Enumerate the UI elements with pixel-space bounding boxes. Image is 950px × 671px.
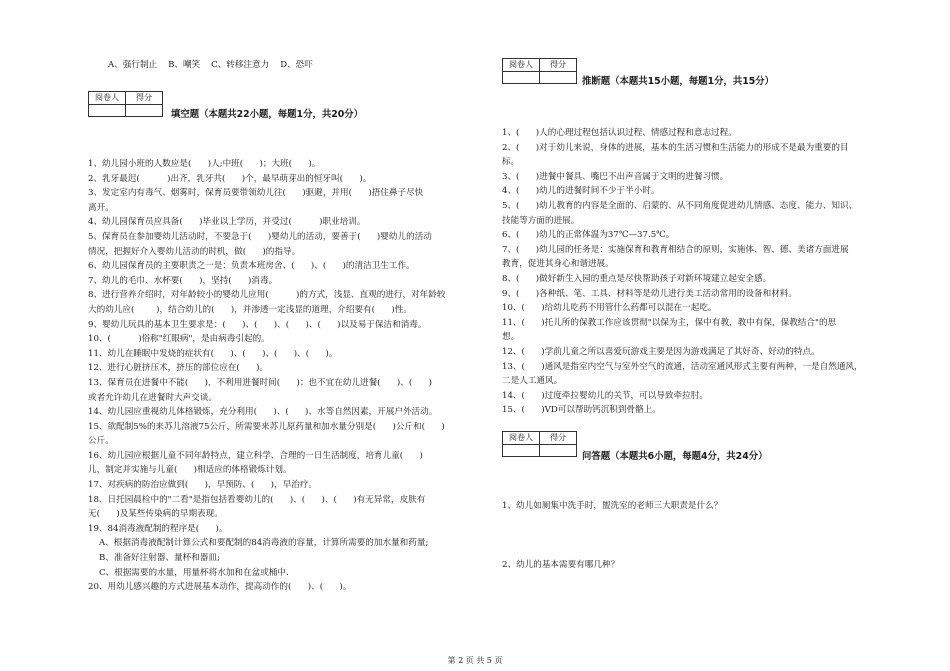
score-box-judge (502, 58, 577, 84)
score-cell (540, 444, 577, 456)
question-options: A、强行制止 B、嘲笑 C、转移注意力 D、恐吓 (108, 60, 313, 70)
question-line: 20、用幼儿感兴趣的方式进展基本动作，提高动作的( )、( )。 (88, 582, 352, 593)
question-line: 想。 (502, 332, 520, 343)
score-cell (126, 104, 163, 116)
question-line: 或者允许幼儿在进餐时大声交谈。 (88, 392, 217, 403)
question-line: B、准备好注射器、量杯和器皿; (88, 553, 220, 564)
grader-label: 阅卷人 (503, 59, 540, 72)
question-line: A、根据消毒液配制计算公式和要配制的84消毒液的容量，计算所需要的加水量和药量; (88, 538, 429, 549)
question-line: 5、( )幼儿教育的内容是全面的、启蒙的、从不同角度促进幼儿情感、态度、能力、知识、 (502, 200, 858, 211)
question-line: C、根据需要的水量，用量杯将水加和在盆或桶中. (88, 567, 289, 578)
question-line: 19、84消毒液配制的程序是( )。 (88, 523, 228, 534)
grader-cell (503, 71, 540, 83)
question-line: 离开。 (88, 202, 114, 213)
question-line: 12、进行心脏挤压术，挤压的部位应在( )。 (88, 363, 269, 374)
question-line: 7、( )幼儿园的任务是：实施保育和教育相结合的原则，实施体、智、德、美诸方面进展 (502, 244, 849, 255)
qa-question-1: 1、幼儿如厕集中洗手时，盥洗室的老师三大职责是什么？ (502, 501, 723, 511)
question-line: 教育，促进其身心和谐进展。 (502, 259, 614, 270)
question-line: 6、( )幼儿的正常体温为37℃—37.5℃。 (502, 230, 675, 241)
grader-cell (89, 104, 126, 116)
question-line: 5、保育员在参加婴幼儿活动时，不要急于( )婴幼儿的活动，要善于( )婴幼儿的活动 (88, 231, 432, 242)
question-line: 10、( )给幼儿吃药不用管什么药都可以混在一起吃。 (502, 303, 717, 314)
score-cell (540, 71, 577, 83)
question-line: 3、发定室内有毒气、烟雾时，保育员要带领幼儿往( )驱避，并用( )捂住鼻子尽快 (88, 188, 424, 199)
question-line: 9、( )各种纸、笔、工具、材料等是幼儿进行美工活动常用的设备和材料。 (502, 288, 797, 299)
question-line: 7、幼儿的毛巾、水杯要( )，坚持( )消毒。 (88, 275, 278, 286)
score-label: 得分 (540, 59, 577, 72)
question-line: 14、( )过度牵拉婴幼儿的关节，可以导致牵拉肘。 (502, 390, 708, 401)
grader-label: 阅卷人 (89, 92, 126, 105)
question-line: 4、幼儿园保育员应具备( )毕业以上学历，并受过( )职业培训。 (88, 217, 366, 228)
qa-section-title: 问答题（本题共6小题，每题4分，共24分） (582, 451, 768, 462)
question-line: 14、幼儿园应重视幼儿体格锻炼，充分利用( )、( )、水等自然因素，开展户外活动。 (88, 407, 438, 418)
question-line: 公斤。 (88, 436, 114, 447)
question-line: 11、幼儿在睡眠中发烧的症状有( )、( )、( )、( )。 (88, 348, 338, 359)
question-line: 15、( )VD可以帮助钙沉积到骨骼上。 (502, 405, 661, 416)
fill-section-title: 填空题（本题共22小题，每题1分，共20分） (171, 109, 363, 120)
question-line: 4、( )幼儿的进餐时间不少于半小时。 (502, 186, 660, 197)
question-line: 1、( )人的心理过程包括认识过程、情感过程和意志过程。 (502, 128, 737, 138)
question-line: 17、对疾病的防治应做到( )，早预防、( )，早治疗。 (88, 480, 318, 491)
question-line: 无( )及某些传染病的早期表现。 (88, 509, 223, 520)
qa-question-2: 2、幼儿的基本需要有哪几种？ (502, 560, 620, 570)
question-line: 13、保育员在进餐中不能( )，不利用进餐时间( )；也不宜在幼儿进餐( )、( ) (88, 377, 432, 388)
judge-question-list (502, 126, 902, 418)
question-line: 16、幼儿园应根据儿童不同年龄特点，建立科学、合理的一日生活制度，培育儿童( ) (88, 450, 423, 461)
question-line: 3、( )进餐中餐具、嘴巴不出声音属于文明的进餐习惯。 (502, 171, 729, 182)
question-line: 8、( )做好新生入园的重点是尽快帮助孩子对新环境建立起安全感。 (502, 273, 772, 284)
score-box-qa (502, 431, 577, 457)
question-line: 13、( )通风是指室内空气与室外空气的流通，活动室通风形式主要有两种，一是自然通风， (502, 361, 863, 372)
page-footer: 第 2 页 共 5 页 (447, 656, 503, 665)
question-line: 2、( )对于幼儿来说，身体的进展，基本的生活习惯和生活能力的形成不是最为重要的目 (502, 142, 849, 153)
score-label: 得分 (126, 92, 163, 105)
judge-section-title: 推断题（本题共15小题，每题1分，共15分） (582, 76, 774, 87)
question-line: 二是人工通风。 (502, 376, 563, 387)
question-line: 1、幼儿园小班的人数应是( )人;中班( )；大班( )。 (88, 159, 321, 169)
question-line: 情况，把握好介入婴幼儿活动的时机，做( )的指导。 (88, 246, 301, 257)
question-line: 大的幼儿应( )，结合幼儿的( )，并渗透一定浅显的道理，介绍要有( )性。 (88, 304, 412, 315)
grader-cell (503, 444, 540, 456)
grader-label: 阅卷人 (503, 432, 540, 445)
question-line: 8、进行营养介绍时，对年龄较小的婴幼儿应用( )的方式，浅显、直观的进行，对年龄较 (88, 290, 446, 301)
question-line: 6、幼儿园保育员的主要职责之一是：负责本班房舍、( )、( )的清洁卫生工作。 (88, 261, 415, 272)
fill-question-list (88, 157, 488, 595)
question-line: 儿，制定并实施与儿童( )相适应的体格锻炼计划。 (88, 465, 292, 476)
question-line: 15、欲配制5%的来苏儿溶液75公斤，所需要来苏儿原药量和加水量分别是( )公斤和( ) (88, 421, 445, 432)
question-line: 11、( )托儿所的保教工作应该贯彻"以保为主，保中有教，教中有保，保教结合"的思 (502, 317, 837, 328)
score-box-fill (88, 91, 163, 117)
question-line: 12、( )学前儿童之所以喜爱玩游戏主要是因为游戏满足了其好奇、好动的特点。 (502, 346, 820, 357)
score-label: 得分 (540, 432, 577, 445)
question-line: 技能等方面的进展。 (502, 215, 580, 226)
question-line: 9、婴幼儿玩具的基本卫生要求是：( )、( )、( )、( )以及易于保洁和消毒。 (88, 319, 427, 330)
question-line: 2、乳牙最迟( )出齐，乳牙共( )个，最早萌芽出的恒牙叫( )。 (88, 173, 372, 184)
question-line: 10、( )俗称"红眼病"，是由病毒引起的。 (88, 334, 270, 345)
question-line: 标。 (502, 157, 520, 168)
question-line: 18、日托园晨检中的"二看"是指包括看婴幼儿的( )、( )、( )有无异常，皮肤有 (88, 494, 426, 505)
